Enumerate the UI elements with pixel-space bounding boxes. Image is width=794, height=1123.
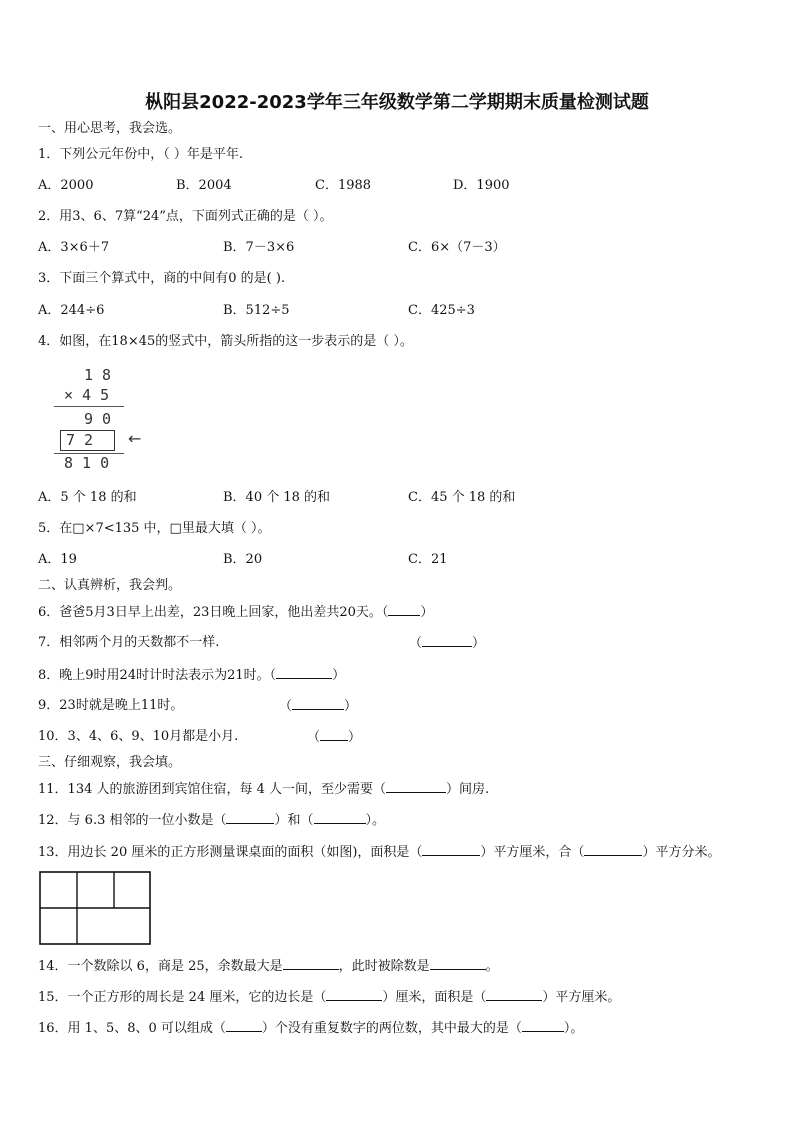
calc-row-multiplier: × 4 5: [64, 386, 110, 404]
q13-answer-blank-1[interactable]: [422, 843, 480, 856]
q12-text-a: 12．与 6.3 相邻的一位小数是（: [38, 813, 227, 828]
q8-close: ）: [332, 668, 346, 683]
question-15: [38, 988, 620, 1007]
section-heading-3: 三、仔细观察，我会填。: [38, 755, 182, 770]
page-title: 枞阳县2022-2023学年三年级数学第二学期期末质量检测试题: [145, 92, 649, 113]
q8-answer-blank[interactable]: [276, 666, 332, 679]
calc-row-partial-1: 9 0: [84, 410, 112, 428]
q2-option-a: A．3×6＋7: [38, 240, 110, 255]
q4-option-b: B．40 个 18 的和: [223, 490, 331, 505]
q13-text-c: ）平方分米。: [642, 845, 721, 860]
q5-option-c: C．21: [408, 552, 448, 567]
q11-answer-blank[interactable]: [386, 780, 446, 793]
q16-text-b: ）个没有重复数字的两位数，其中最大的是（: [261, 1021, 522, 1036]
q2-option-b: B．7－3×6: [223, 240, 295, 255]
q13-answer-blank-2[interactable]: [584, 843, 642, 856]
calc-row-partial-2: 7 2: [66, 431, 94, 449]
q7-open: （: [409, 636, 423, 651]
q7-answer-blank[interactable]: [422, 634, 472, 647]
q6-close: ）: [420, 605, 434, 620]
q10-close: ）: [348, 730, 362, 745]
q12-text-c: ）。: [365, 813, 386, 828]
q14-text-a: 14．一个数除以 6，商是 25，余数最大是: [38, 959, 283, 974]
q15-text-b: ）厘米，面积是（: [382, 990, 487, 1005]
q15-answer-blank-1[interactable]: [326, 988, 382, 1001]
q12-answer-blank-2[interactable]: [314, 811, 366, 824]
question-9: 9．23时就是晚上11时。: [38, 698, 184, 713]
question-16: [38, 1019, 583, 1038]
q12-text-b: ）和（: [274, 813, 314, 828]
q1-option-c: C．1988: [315, 178, 372, 193]
section-heading-1: 一、用心思考，我会选。: [38, 121, 182, 136]
section-heading-2: 二、认真辨析，我会判。: [38, 578, 182, 593]
question-8: [38, 666, 345, 685]
q3-option-c: C．425÷3: [408, 303, 475, 318]
question-11: [38, 780, 489, 799]
q5-option-b: B．20: [223, 552, 263, 567]
q13-text-b: ）平方厘米，合（: [480, 845, 585, 860]
q15-answer-blank-2[interactable]: [486, 988, 542, 1001]
q10-answer: [307, 728, 361, 747]
q3-option-a: A．244÷6: [38, 303, 105, 318]
question-7: 7．相邻两个月的天数都不一样.: [38, 635, 220, 650]
calc-row-multiplicand: 1 8: [84, 366, 112, 384]
q6-answer-blank[interactable]: [388, 603, 420, 616]
q16-answer-blank-1[interactable]: [226, 1019, 262, 1032]
q16-text-c: ）。: [563, 1021, 584, 1036]
q10-answer-blank[interactable]: [320, 728, 348, 741]
q12-answer-blank-1[interactable]: [226, 811, 274, 824]
q16-text-a: 16．用 1、5、8、0 可以组成（: [38, 1021, 226, 1036]
question-14: [38, 957, 499, 976]
q7-answer: [409, 634, 485, 653]
q1-option-d: D．1900: [453, 178, 510, 193]
q9-close: ）: [344, 699, 358, 714]
question-3: 3．下面三个算式中，商的中间有0 的是( ).: [38, 271, 286, 286]
question-4: 4．如图，在18×45的竖式中，箭头所指的这一步表示的是（ ）。: [38, 334, 413, 349]
q14-answer-blank-2[interactable]: [430, 957, 486, 970]
q13-text-a: 13．用边长 20 厘米的正方形测量课桌面的面积（如图)，面积是（: [38, 845, 423, 860]
q1-option-a: A．2000: [38, 178, 94, 193]
question-1: 1．下列公元年份中，（ ）年是平年.: [38, 147, 244, 162]
q9-answer: [279, 697, 357, 716]
question-5: 5．在□×7<135 中，□里最大填（ ）。: [38, 521, 271, 536]
q11-text-b: ）间房.: [446, 782, 490, 797]
q15-text-c: ）平方厘米。: [542, 990, 621, 1005]
q11-text-a: 11．134 人的旅游团到宾馆住宿，每 4 人一间，至少需要（: [38, 782, 387, 797]
vertical-multiplication-figure: [50, 362, 150, 474]
q6-text: 6．爸爸5月3日早上出差，23日晚上回家，他出差共20天。（: [38, 605, 389, 620]
question-13: [38, 843, 720, 862]
q15-text-a: 15．一个正方形的周长是 24 厘米，它的边长是（: [38, 990, 327, 1005]
q14-answer-blank-1[interactable]: [283, 957, 339, 970]
left-arrow-icon: ←: [128, 429, 142, 448]
q2-option-c: C．6×（7－3）: [408, 240, 506, 255]
q8-text: 8．晚上9时用24时计时法表示为21时。（: [38, 668, 277, 683]
desk-measure-grid-figure: [39, 871, 151, 945]
q14-text-c: 。: [485, 959, 499, 974]
question-6: [38, 603, 433, 622]
q7-close: ）: [472, 636, 486, 651]
q14-text-b: ，此时被除数是: [338, 959, 430, 974]
calc-rule-1: [54, 406, 124, 407]
q10-open: （: [307, 730, 321, 745]
q3-option-b: B．512÷5: [223, 303, 290, 318]
question-10: 10．3、4、6、9、10月都是小月.: [38, 729, 239, 744]
calc-row-product: 8 1 0: [64, 454, 110, 472]
q4-option-c: C．45 个 18 的和: [408, 490, 516, 505]
q1-option-b: B．2004: [176, 178, 232, 193]
q9-open: （: [279, 699, 293, 714]
question-2: 2．用3、6、7算“24”点，下面列式正确的是（ ）。: [38, 209, 333, 224]
q9-answer-blank[interactable]: [292, 697, 344, 710]
q16-answer-blank-2[interactable]: [522, 1019, 564, 1032]
q4-option-a: A．5 个 18 的和: [38, 490, 137, 505]
q5-option-a: A．19: [38, 552, 77, 567]
question-12: [38, 811, 385, 830]
